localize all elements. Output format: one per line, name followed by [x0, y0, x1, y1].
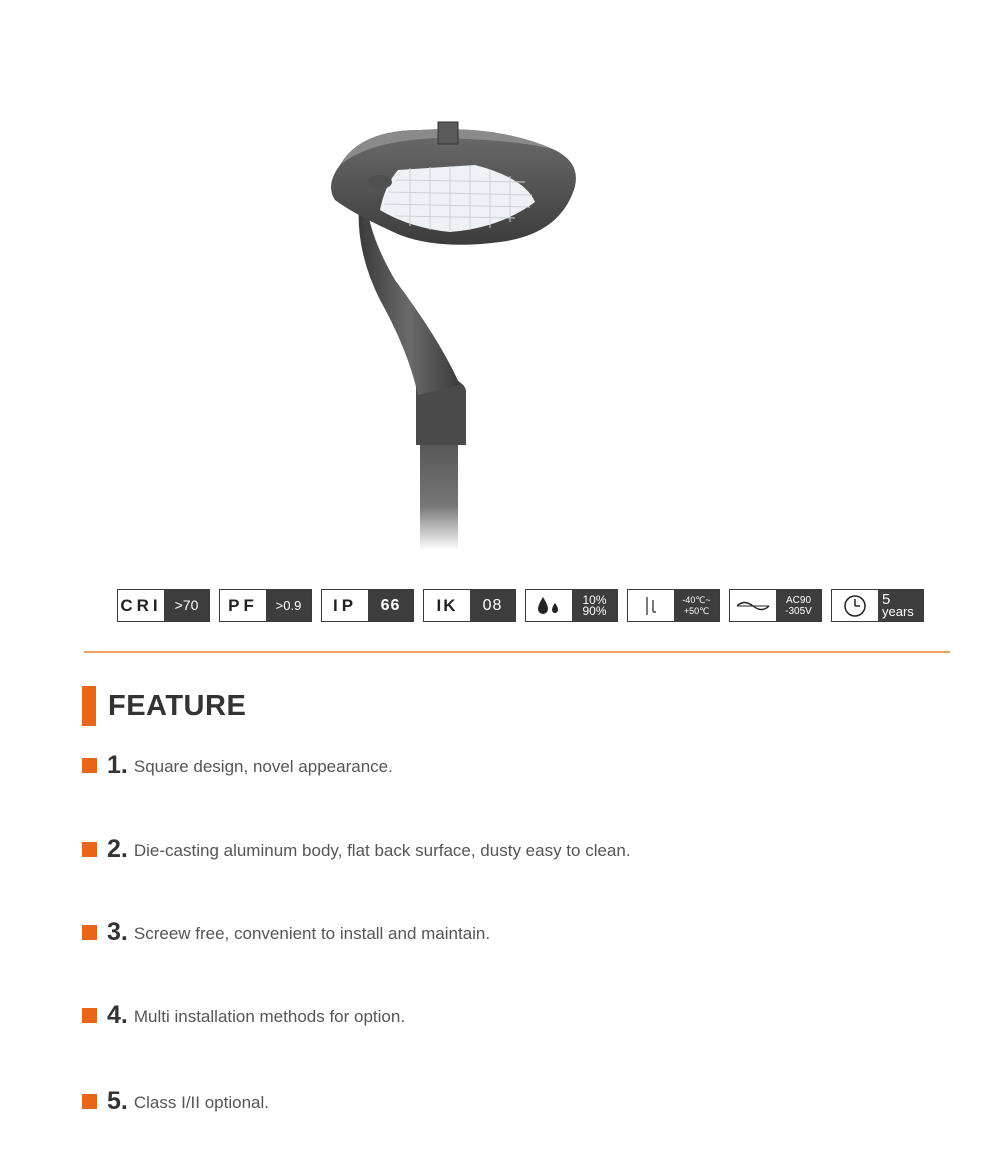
pf-badge	[219, 589, 312, 622]
feature-text: Die-casting aluminum body, flat back surface, dusty easy to clean.	[133, 841, 631, 860]
heading-accent-bar	[82, 686, 96, 726]
warranty-badge	[831, 589, 924, 622]
feature-item	[82, 750, 393, 780]
feature-item	[82, 1086, 269, 1116]
feature-number: 4.	[107, 1000, 128, 1029]
voltage-max: -305V	[785, 605, 812, 617]
humidity-badge	[525, 589, 618, 622]
bullet-square-icon	[82, 1008, 97, 1023]
voltage-badge	[729, 589, 822, 622]
cri-value: >70	[164, 590, 209, 621]
pf-label: PF	[228, 595, 258, 615]
bullet-square-icon	[82, 925, 97, 940]
spec-badges	[117, 589, 919, 622]
temperature-max: +50℃	[683, 605, 710, 616]
feature-text: Multi installation methods for option.	[133, 1007, 406, 1026]
bullet-square-icon	[82, 758, 97, 773]
thermometer-icon	[628, 590, 674, 621]
bullet-square-icon	[82, 1094, 97, 1109]
ip-badge	[321, 589, 414, 622]
feature-item	[82, 834, 631, 864]
feature-text: Class I/II optional.	[133, 1093, 269, 1112]
humidity-min: 10%	[582, 592, 607, 607]
humidity-max: 90%	[582, 603, 607, 618]
feature-text: Square design, novel appearance.	[133, 757, 393, 776]
warranty-years: 5	[882, 590, 891, 608]
feature-heading	[82, 686, 246, 726]
feature-number: 5.	[107, 1086, 128, 1115]
pf-value: >0.9	[266, 590, 311, 621]
street-light-image	[300, 110, 610, 550]
divider	[84, 651, 950, 653]
cri-badge	[117, 589, 210, 622]
feature-text: Screew free, convenient to install and maintain.	[133, 924, 491, 943]
voltage-min: AC90	[785, 594, 811, 606]
temperature-min: -40℃~	[682, 594, 711, 605]
humidity-icon	[526, 590, 572, 621]
bullet-square-icon	[82, 842, 97, 857]
ip-value: 66	[368, 590, 413, 621]
ac-wave-icon	[730, 590, 776, 621]
feature-item	[82, 1000, 405, 1030]
ik-label: IK	[436, 595, 458, 615]
warranty-unit: years	[882, 603, 914, 619]
ik-badge	[423, 589, 516, 622]
ip-label: IP	[332, 595, 358, 615]
feature-number: 2.	[107, 834, 128, 863]
feature-number: 3.	[107, 917, 128, 946]
section-title: FEATURE	[108, 689, 247, 722]
feature-item	[82, 917, 490, 947]
temperature-badge	[627, 589, 720, 622]
cri-label: CRI	[120, 595, 162, 615]
ik-value: 08	[470, 590, 515, 621]
feature-number: 1.	[107, 750, 128, 779]
clock-icon	[832, 590, 878, 621]
